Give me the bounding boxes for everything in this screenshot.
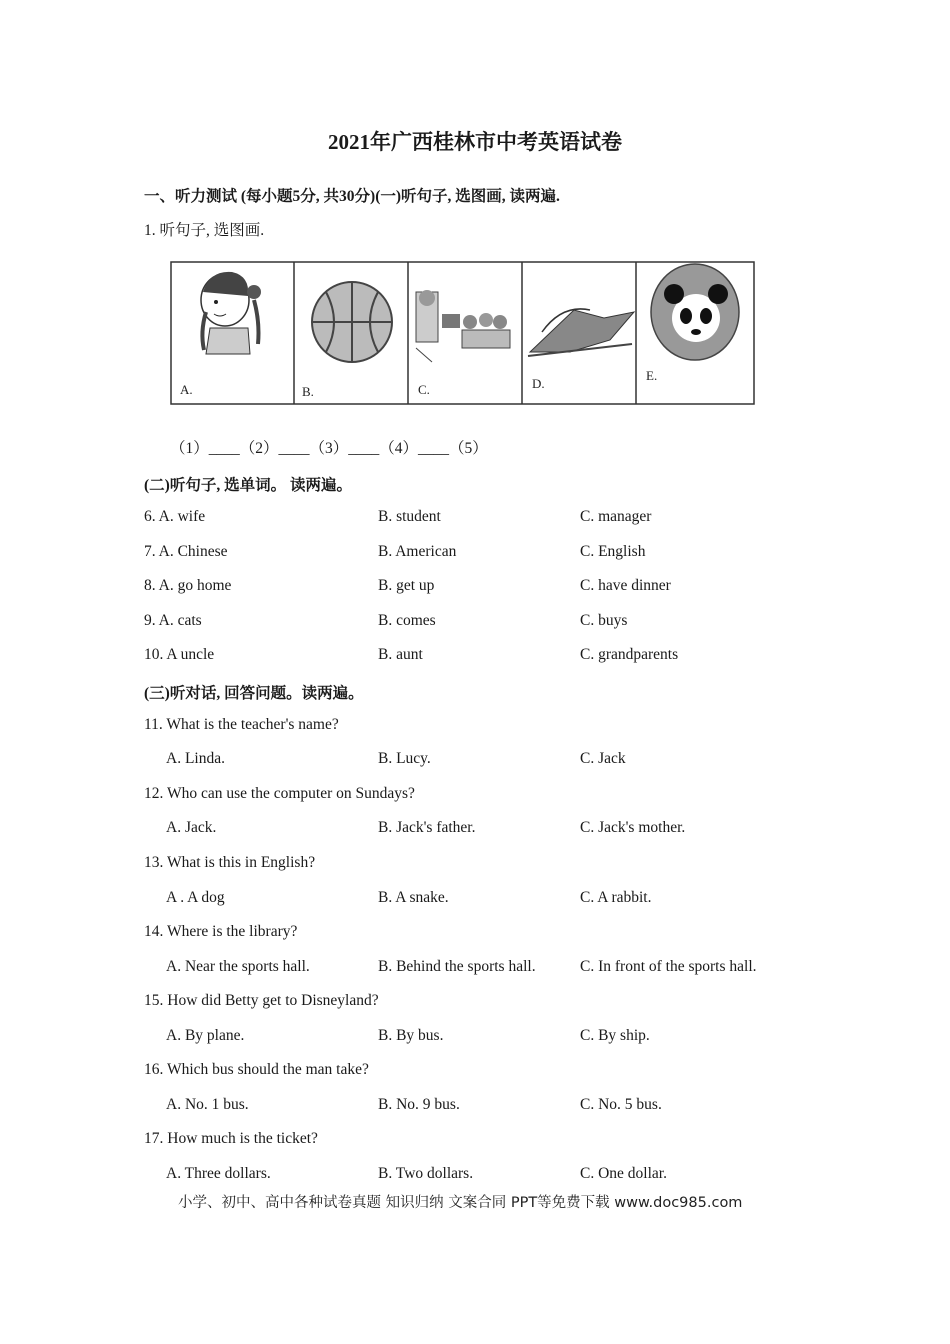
- section2-item-9-a: 9. A. cats: [144, 612, 202, 629]
- section2-item-10-a: 10. A uncle: [144, 646, 215, 663]
- section2-item-10-b: B. aunt: [378, 646, 423, 663]
- section2-item-8-c: C. have dinner: [580, 577, 671, 594]
- question-1-prompt: 1. 听句子, 选图画.: [144, 222, 265, 239]
- picture-strip: [170, 252, 755, 407]
- section2-item-9-c: C. buys: [580, 612, 628, 629]
- question-15-option-b: B. By bus.: [378, 1027, 444, 1044]
- question-13-option-b: B. A snake.: [378, 889, 449, 906]
- question-17-option-b: B. Two dollars.: [378, 1165, 474, 1182]
- section1-header: 一、听力测试 (每小题5分, 共30分)(一)听句子, 选图画, 读两遍.: [144, 188, 560, 205]
- classroom-icon: [416, 290, 510, 362]
- section2-header: (二)听句子, 选单词。 读两遍。: [144, 477, 352, 494]
- section2-item-8-b: B. get up: [378, 577, 435, 594]
- section2-item-6-b: B. student: [378, 508, 441, 525]
- picture-label-b: B.: [302, 384, 314, 399]
- section2-item-8-a: 8. A. go home: [144, 577, 232, 594]
- question-12: 12. Who can use the computer on Sundays?: [144, 785, 415, 802]
- exam-title: 2021年广西桂林市中考英语试卷: [328, 130, 622, 154]
- question-13-option-a: A . A dog: [166, 889, 225, 906]
- section3-header: (三)听对话, 回答问题。读两遍。: [144, 685, 364, 702]
- picture-label-e: E.: [646, 368, 658, 383]
- question-17-option-a: A. Three dollars.: [166, 1165, 271, 1182]
- question-13-option-c: C. A rabbit.: [580, 889, 652, 906]
- question-15-option-a: A. By plane.: [166, 1027, 245, 1044]
- section2-item-6-c: C. manager: [580, 508, 652, 525]
- question-16-option-a: A. No. 1 bus.: [166, 1096, 249, 1113]
- question-14-option-b: B. Behind the sports hall.: [378, 958, 536, 975]
- basketball-icon: [312, 282, 392, 362]
- question-11-option-a: A. Linda.: [166, 750, 225, 767]
- section2-item-9-b: B. comes: [378, 612, 436, 629]
- question-12-option-c: C. Jack's mother.: [580, 819, 686, 836]
- question-17-option-c: C. One dollar.: [580, 1165, 667, 1182]
- question-13: 13. What is this in English?: [144, 854, 316, 871]
- section2-item-7-b: B. American: [378, 543, 457, 560]
- question-12-option-b: B. Jack's father.: [378, 819, 476, 836]
- answer-blanks: （1）____（2）____（3）____（4）____（5）: [170, 440, 488, 457]
- section2-item-7-c: C. English: [580, 543, 646, 560]
- picture-label-a: A.: [180, 382, 193, 397]
- question-14: 14. Where is the library?: [144, 923, 298, 940]
- picture-label-d: D.: [532, 376, 545, 391]
- question-16: 16. Which bus should the man take?: [144, 1061, 369, 1078]
- girl-icon: [201, 272, 261, 354]
- question-17: 17. How much is the ticket?: [144, 1130, 318, 1147]
- panda-icon: [651, 264, 739, 360]
- section2-item-7-a: 7. A. Chinese: [144, 543, 228, 560]
- question-15-option-c: C. By ship.: [580, 1027, 650, 1044]
- question-14-option-c: C. In front of the sports hall.: [580, 958, 757, 975]
- question-11-option-b: B. Lucy.: [378, 750, 431, 767]
- section2-item-6-a: 6. A. wife: [144, 508, 206, 525]
- footer-banner: 小学、初中、高中各种试卷真题 知识归纳 文案合同 PPT等免费下载 www.doc985.com: [178, 1195, 743, 1211]
- question-11-option-c: C. Jack: [580, 750, 626, 767]
- question-15: 15. How did Betty get to Disneyland?: [144, 992, 379, 1009]
- crocodile-icon: [528, 309, 634, 356]
- picture-label-c: C.: [418, 382, 430, 397]
- question-12-option-a: A. Jack.: [166, 819, 217, 836]
- section2-item-10-c: C. grandparents: [580, 646, 679, 663]
- question-16-option-b: B. No. 9 bus.: [378, 1096, 460, 1113]
- question-14-option-a: A. Near the sports hall.: [166, 958, 310, 975]
- question-11: 11. What is the teacher's name?: [144, 716, 339, 733]
- question-16-option-c: C. No. 5 bus.: [580, 1096, 662, 1113]
